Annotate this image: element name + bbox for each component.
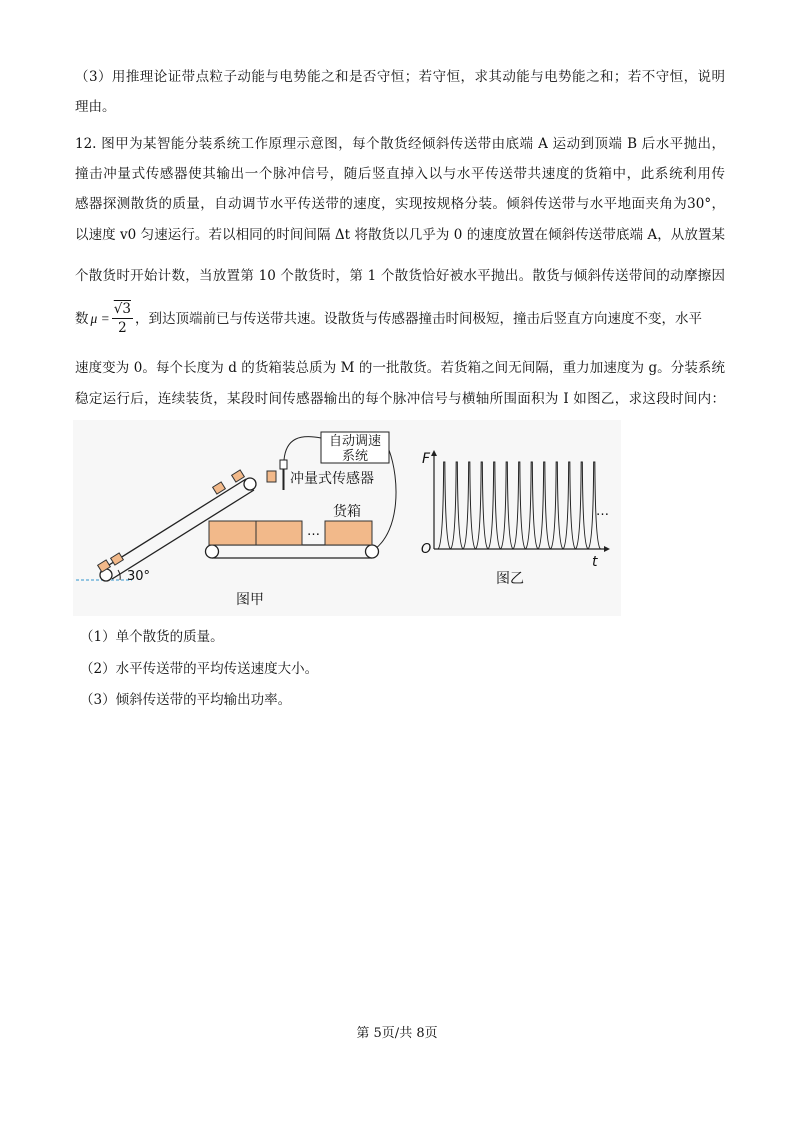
sub-question-3: （3）倾斜传送带的平均输出功率。 xyxy=(80,692,292,708)
cargo-box xyxy=(209,521,256,545)
sub-question-2: （2）水平传送带的平均传送速度大小。 xyxy=(80,661,319,677)
sensor-label: 冲量式传感器 xyxy=(290,471,374,487)
box-label: 货箱 xyxy=(333,504,361,520)
q12-line8: 稳定运行后，连续装货，某段时间传感器输出的每个脉冲信号与横轴所围面积为 I 如图乙，求这段时间内： xyxy=(75,391,725,407)
q12-line2: 撞击冲量式传感器使其输出一个脉冲信号，随后竖直掉入以与水平传送带共速度的货箱中，此系统利用传 xyxy=(75,166,725,182)
q12-line3: 感器探测散货的质量，自动调节水平传送带的速度，实现按规格分装。倾斜传送带与水平地面夹角为30°， xyxy=(75,196,725,212)
cargo-box xyxy=(256,521,302,545)
q12-line7: 速度变为 0。每个长度为 d 的货箱装总质为 M 的一批散货。若货箱之间无间隔，重力加速度为 g。分装系统 xyxy=(75,360,725,376)
caption-figure-a: 图甲 xyxy=(236,592,264,608)
control-system-label-1: 自动调速 xyxy=(328,434,382,449)
q12-line4: 以速度 v0 匀速运行。若以相同的时间间隔 Δt 将散货以几乎为 0 的速度放置在倾斜传送带底端 A，从放置某 xyxy=(75,227,725,243)
q12-line1: 12. 图甲为某智能分装系统工作原理示意图，每个散货经倾斜传送带由底端 A 运动到顶端 B 后水平抛出， xyxy=(75,136,725,152)
page-footer: 第 5页/共 8页 xyxy=(356,1026,438,1041)
mu-numerator: √3 xyxy=(113,301,131,317)
mu-symbol: μ = xyxy=(90,310,110,326)
mu-denominator: 2 xyxy=(118,320,127,336)
figure xyxy=(0,420,794,620)
q12-line5: 个散货时开始计数，当放置第 10 个散货时，第 1 个散货恰好被水平抛出。散货与倾斜传送带间的动摩擦因 xyxy=(75,268,725,284)
sensor-head xyxy=(280,460,287,469)
angle-label: 30° xyxy=(127,569,151,584)
q11-part3-line2: 理由。 xyxy=(75,99,116,115)
top-roller xyxy=(244,478,256,490)
boxes-ellipsis: … xyxy=(307,524,320,539)
control-system-label-2: 系统 xyxy=(341,449,369,464)
mu-fraction xyxy=(112,300,133,337)
graph-ellipsis: … xyxy=(596,504,609,519)
t-axis-label: t xyxy=(592,554,598,570)
caption-figure-b: 图乙 xyxy=(496,571,524,587)
origin-label: O xyxy=(421,542,432,557)
q11-part3-line1: （3）用推理论证带点粒子动能与电势能之和是否守恒；若守恒，求其动能与电势能之和；若不守恒，说明 xyxy=(75,69,725,85)
q12-line6 xyxy=(75,300,725,337)
f-axis-label: F xyxy=(422,451,431,467)
q12-line6-suffix: ，到达顶端前已与传送带共速。设散货与传感器撞击时间极短，撞击后竖直方向速度不变，水平 xyxy=(134,310,702,327)
sub-question-1: （1）单个散货的质量。 xyxy=(80,629,224,645)
q12-line6-prefix: 数 xyxy=(75,310,89,327)
cargo-box xyxy=(325,521,372,545)
falling-cargo xyxy=(267,471,276,482)
left-roller xyxy=(206,545,219,558)
right-roller xyxy=(366,545,379,558)
